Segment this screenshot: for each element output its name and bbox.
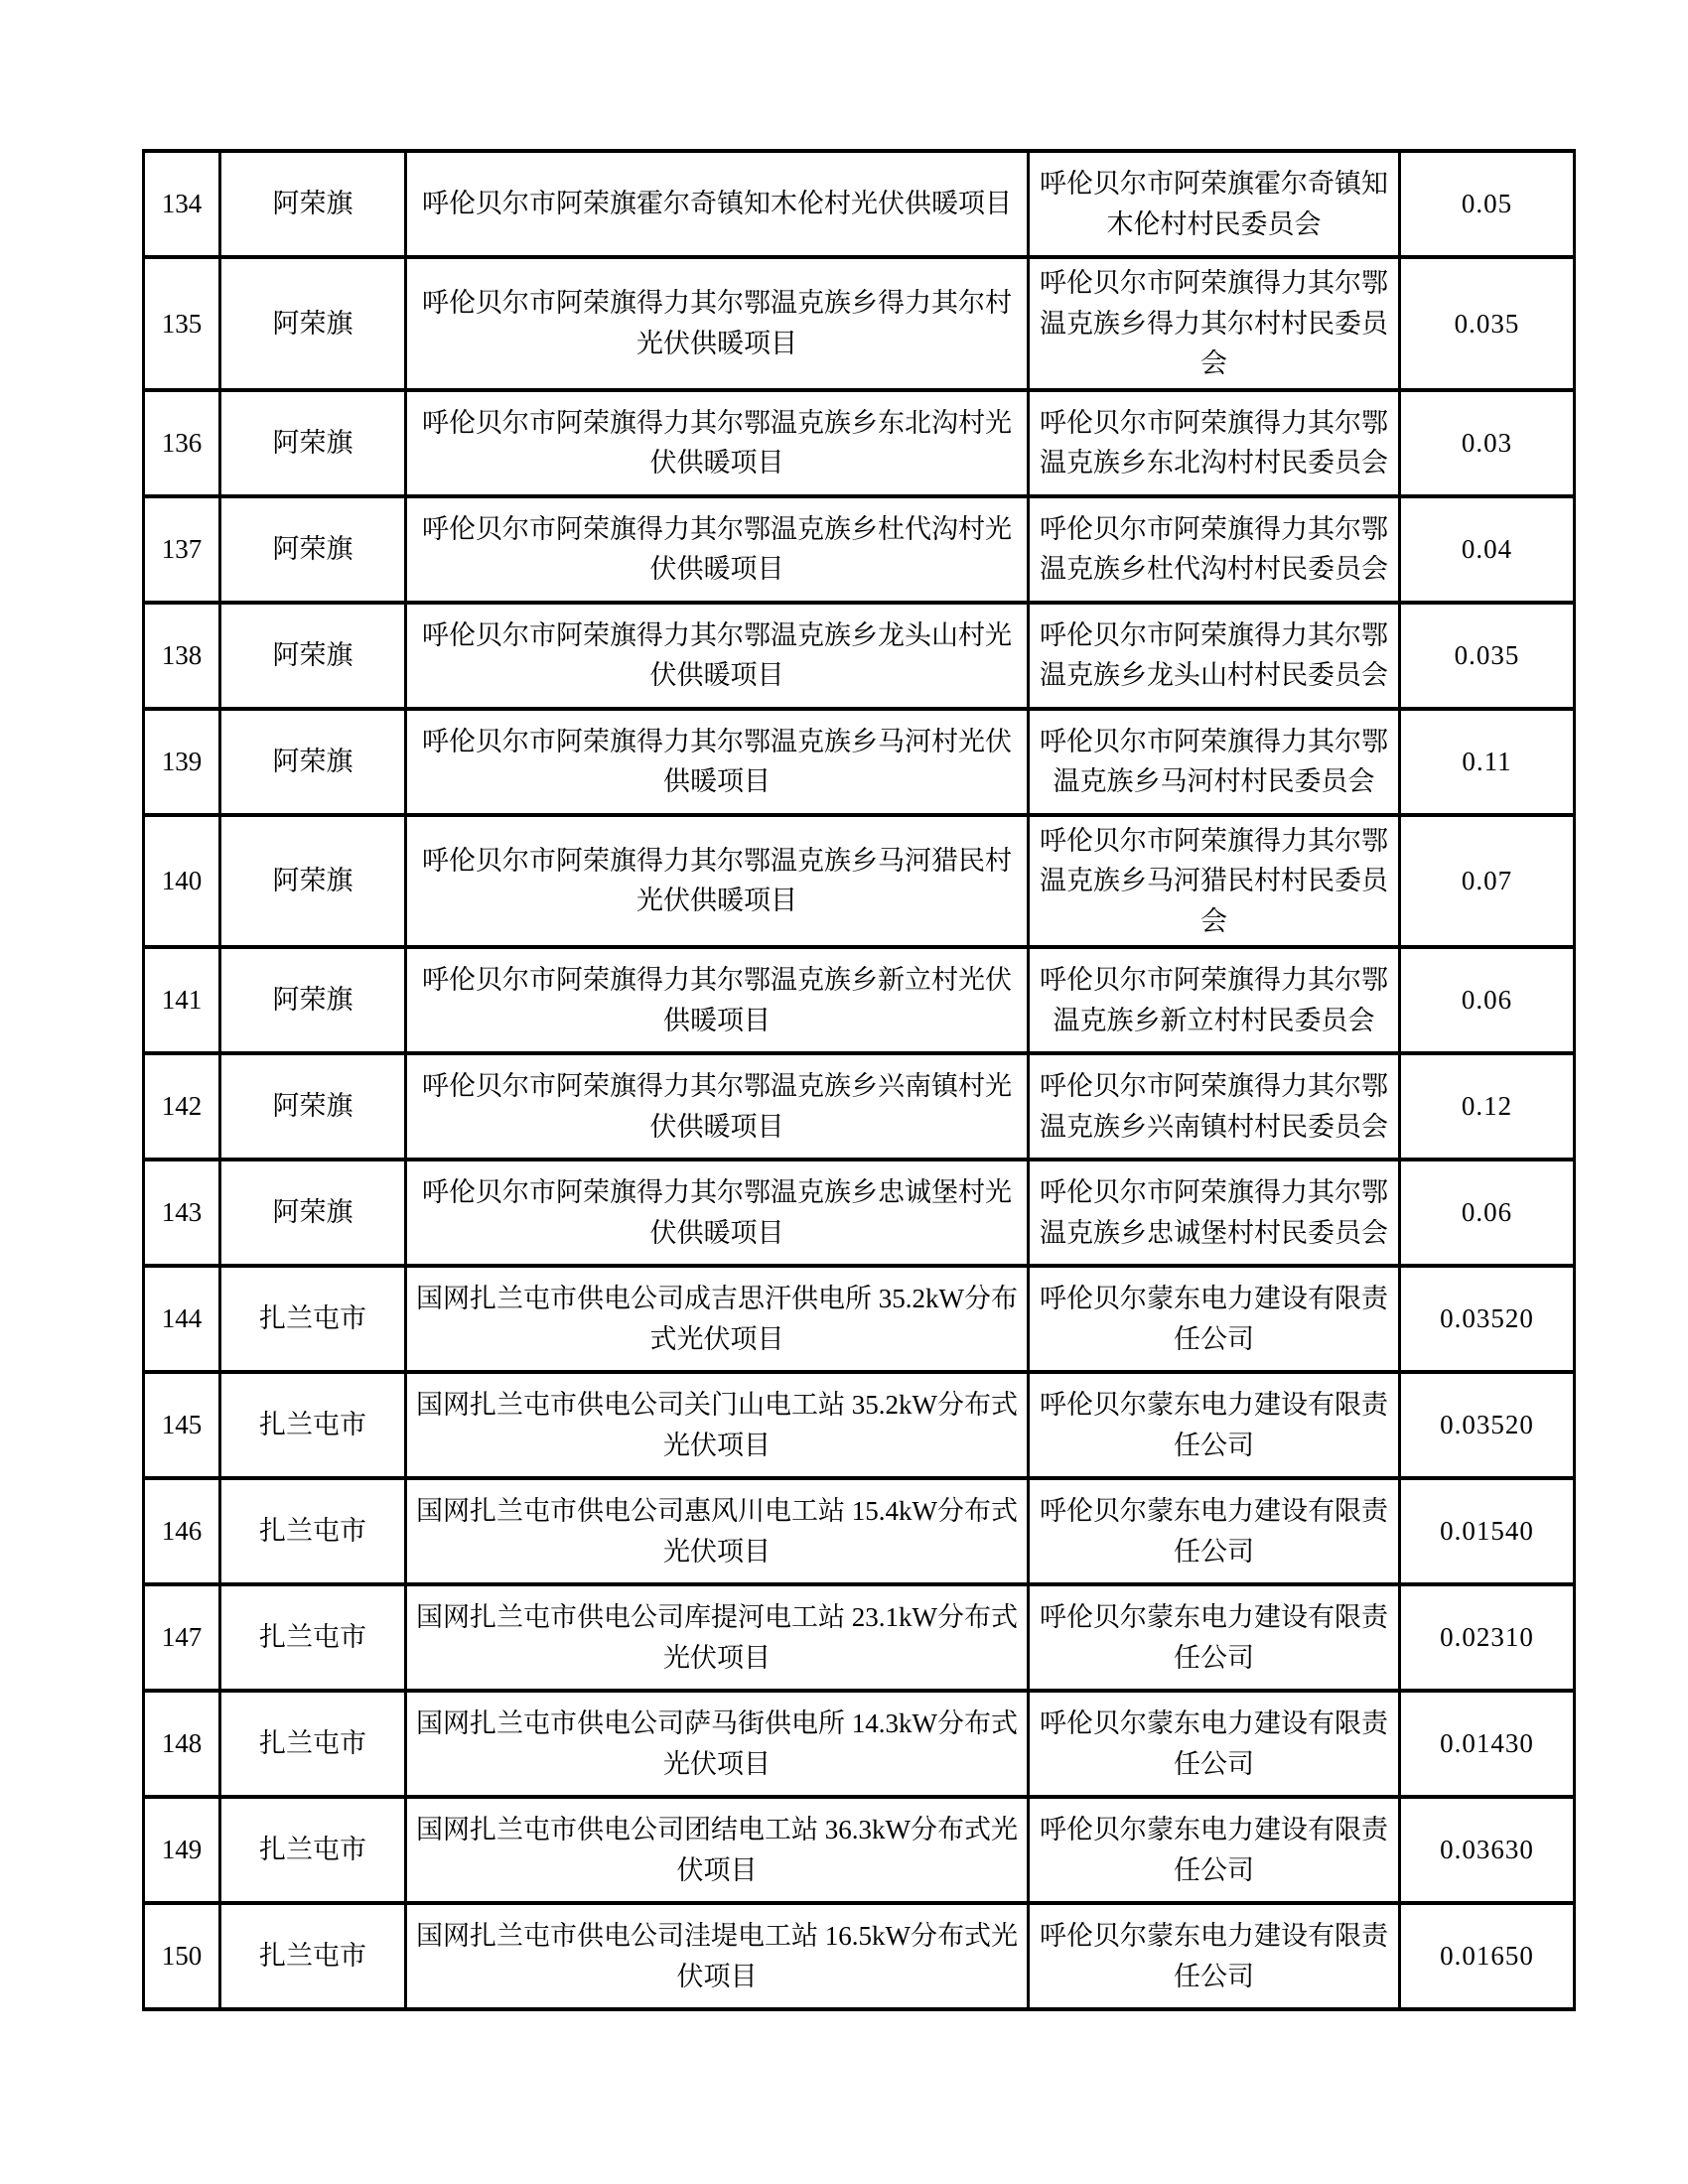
cell-no: 141 — [144, 947, 220, 1053]
cell-value: 0.04 — [1400, 496, 1575, 603]
cell-region: 阿荣旗 — [220, 390, 406, 496]
table-row — [144, 390, 1575, 496]
cell-region: 扎兰屯市 — [220, 1903, 406, 2009]
table-row — [144, 709, 1575, 815]
cell-value: 0.02310 — [1400, 1584, 1575, 1691]
cell-value: 0.03 — [1400, 390, 1575, 496]
cell-project: 呼伦贝尔市阿荣旗得力其尔鄂温克族乡忠诚堡村光伏供暖项目 — [406, 1160, 1029, 1266]
cell-value: 0.01430 — [1400, 1691, 1575, 1797]
cell-no: 149 — [144, 1797, 220, 1903]
table-row — [144, 1584, 1575, 1691]
table-row — [144, 1478, 1575, 1584]
cell-value: 0.12 — [1400, 1053, 1575, 1160]
cell-region: 阿荣旗 — [220, 496, 406, 603]
cell-company: 呼伦贝尔蒙东电力建设有限责任公司 — [1029, 1797, 1400, 1903]
projects-table — [142, 149, 1576, 2011]
cell-company: 呼伦贝尔蒙东电力建设有限责任公司 — [1029, 1584, 1400, 1691]
table-row — [144, 815, 1575, 948]
cell-value: 0.03630 — [1400, 1797, 1575, 1903]
table-row — [144, 1903, 1575, 2009]
table-row — [144, 1053, 1575, 1160]
cell-project: 呼伦贝尔市阿荣旗得力其尔鄂温克族乡马河村光伏供暖项目 — [406, 709, 1029, 815]
cell-no: 142 — [144, 1053, 220, 1160]
cell-project: 国网扎兰屯市供电公司库提河电工站 23.1kW分布式光伏项目 — [406, 1584, 1029, 1691]
cell-company: 呼伦贝尔市阿荣旗得力其尔鄂温克族乡东北沟村村民委员会 — [1029, 390, 1400, 496]
cell-project: 国网扎兰屯市供电公司萨马街供电所 14.3kW分布式光伏项目 — [406, 1691, 1029, 1797]
cell-region: 扎兰屯市 — [220, 1691, 406, 1797]
cell-company: 呼伦贝尔蒙东电力建设有限责任公司 — [1029, 1691, 1400, 1797]
cell-no: 145 — [144, 1372, 220, 1478]
cell-company: 呼伦贝尔蒙东电力建设有限责任公司 — [1029, 1266, 1400, 1372]
table-row — [144, 1160, 1575, 1266]
cell-value: 0.01650 — [1400, 1903, 1575, 2009]
cell-company: 呼伦贝尔蒙东电力建设有限责任公司 — [1029, 1478, 1400, 1584]
cell-no: 135 — [144, 257, 220, 390]
cell-project: 国网扎兰屯市供电公司洼堤电工站 16.5kW分布式光伏项目 — [406, 1903, 1029, 2009]
cell-no: 140 — [144, 815, 220, 948]
cell-region: 阿荣旗 — [220, 1053, 406, 1160]
cell-company: 呼伦贝尔蒙东电力建设有限责任公司 — [1029, 1372, 1400, 1478]
cell-region: 阿荣旗 — [220, 709, 406, 815]
cell-value: 0.06 — [1400, 947, 1575, 1053]
cell-no: 138 — [144, 603, 220, 709]
cell-region: 阿荣旗 — [220, 1160, 406, 1266]
cell-company: 呼伦贝尔市阿荣旗得力其尔鄂温克族乡新立村村民委员会 — [1029, 947, 1400, 1053]
cell-company: 呼伦贝尔市阿荣旗得力其尔鄂温克族乡杜代沟村村民委员会 — [1029, 496, 1400, 603]
cell-company: 呼伦贝尔市阿荣旗得力其尔鄂温克族乡兴南镇村村民委员会 — [1029, 1053, 1400, 1160]
cell-no: 136 — [144, 390, 220, 496]
cell-value: 0.11 — [1400, 709, 1575, 815]
cell-region: 扎兰屯市 — [220, 1797, 406, 1903]
cell-company: 呼伦贝尔市阿荣旗得力其尔鄂温克族乡马河猎民村村民委员会 — [1029, 815, 1400, 948]
cell-project: 呼伦贝尔市阿荣旗得力其尔鄂温克族乡龙头山村光伏供暖项目 — [406, 603, 1029, 709]
cell-project: 呼伦贝尔市阿荣旗得力其尔鄂温克族乡马河猎民村光伏供暖项目 — [406, 815, 1029, 948]
cell-project: 国网扎兰屯市供电公司成吉思汗供电所 35.2kW分布式光伏项目 — [406, 1266, 1029, 1372]
cell-value: 0.07 — [1400, 815, 1575, 948]
table-row — [144, 496, 1575, 603]
cell-project: 国网扎兰屯市供电公司团结电工站 36.3kW分布式光伏项目 — [406, 1797, 1029, 1903]
table-row — [144, 151, 1575, 257]
projects-table-container — [142, 149, 1573, 2011]
cell-region: 扎兰屯市 — [220, 1266, 406, 1372]
cell-region: 阿荣旗 — [220, 603, 406, 709]
cell-region: 阿荣旗 — [220, 947, 406, 1053]
cell-no: 137 — [144, 496, 220, 603]
cell-project: 呼伦贝尔市阿荣旗得力其尔鄂温克族乡兴南镇村光伏供暖项目 — [406, 1053, 1029, 1160]
table-row — [144, 257, 1575, 390]
cell-value: 0.06 — [1400, 1160, 1575, 1266]
table-row — [144, 1372, 1575, 1478]
table-row — [144, 603, 1575, 709]
cell-company: 呼伦贝尔市阿荣旗霍尔奇镇知木伦村村民委员会 — [1029, 151, 1400, 257]
cell-value: 0.03520 — [1400, 1372, 1575, 1478]
cell-region: 阿荣旗 — [220, 151, 406, 257]
cell-region: 扎兰屯市 — [220, 1478, 406, 1584]
cell-project: 国网扎兰屯市供电公司惠风川电工站 15.4kW分布式光伏项目 — [406, 1478, 1029, 1584]
cell-region: 扎兰屯市 — [220, 1584, 406, 1691]
cell-region: 阿荣旗 — [220, 257, 406, 390]
table-row — [144, 947, 1575, 1053]
cell-no: 139 — [144, 709, 220, 815]
cell-company: 呼伦贝尔市阿荣旗得力其尔鄂温克族乡马河村村民委员会 — [1029, 709, 1400, 815]
cell-project: 呼伦贝尔市阿荣旗得力其尔鄂温克族乡东北沟村光伏供暖项目 — [406, 390, 1029, 496]
cell-region: 扎兰屯市 — [220, 1372, 406, 1478]
cell-company: 呼伦贝尔市阿荣旗得力其尔鄂温克族乡忠诚堡村村民委员会 — [1029, 1160, 1400, 1266]
table-row — [144, 1266, 1575, 1372]
cell-no: 134 — [144, 151, 220, 257]
table-row — [144, 1797, 1575, 1903]
cell-company: 呼伦贝尔市阿荣旗得力其尔鄂温克族乡龙头山村村民委员会 — [1029, 603, 1400, 709]
cell-value: 0.035 — [1400, 257, 1575, 390]
cell-value: 0.01540 — [1400, 1478, 1575, 1584]
cell-no: 146 — [144, 1478, 220, 1584]
table-row — [144, 1691, 1575, 1797]
cell-project: 国网扎兰屯市供电公司关门山电工站 35.2kW分布式光伏项目 — [406, 1372, 1029, 1478]
cell-company: 呼伦贝尔市阿荣旗得力其尔鄂温克族乡得力其尔村村民委员会 — [1029, 257, 1400, 390]
cell-no: 143 — [144, 1160, 220, 1266]
cell-project: 呼伦贝尔市阿荣旗得力其尔鄂温克族乡新立村光伏供暖项目 — [406, 947, 1029, 1053]
cell-project: 呼伦贝尔市阿荣旗得力其尔鄂温克族乡得力其尔村光伏供暖项目 — [406, 257, 1029, 390]
cell-project: 呼伦贝尔市阿荣旗霍尔奇镇知木伦村光伏供暖项目 — [406, 151, 1029, 257]
cell-company: 呼伦贝尔蒙东电力建设有限责任公司 — [1029, 1903, 1400, 2009]
cell-value: 0.035 — [1400, 603, 1575, 709]
table-body — [144, 151, 1575, 2009]
cell-no: 150 — [144, 1903, 220, 2009]
cell-region: 阿荣旗 — [220, 815, 406, 948]
cell-project: 呼伦贝尔市阿荣旗得力其尔鄂温克族乡杜代沟村光伏供暖项目 — [406, 496, 1029, 603]
cell-value: 0.03520 — [1400, 1266, 1575, 1372]
cell-no: 144 — [144, 1266, 220, 1372]
cell-no: 148 — [144, 1691, 220, 1797]
cell-value: 0.05 — [1400, 151, 1575, 257]
cell-no: 147 — [144, 1584, 220, 1691]
